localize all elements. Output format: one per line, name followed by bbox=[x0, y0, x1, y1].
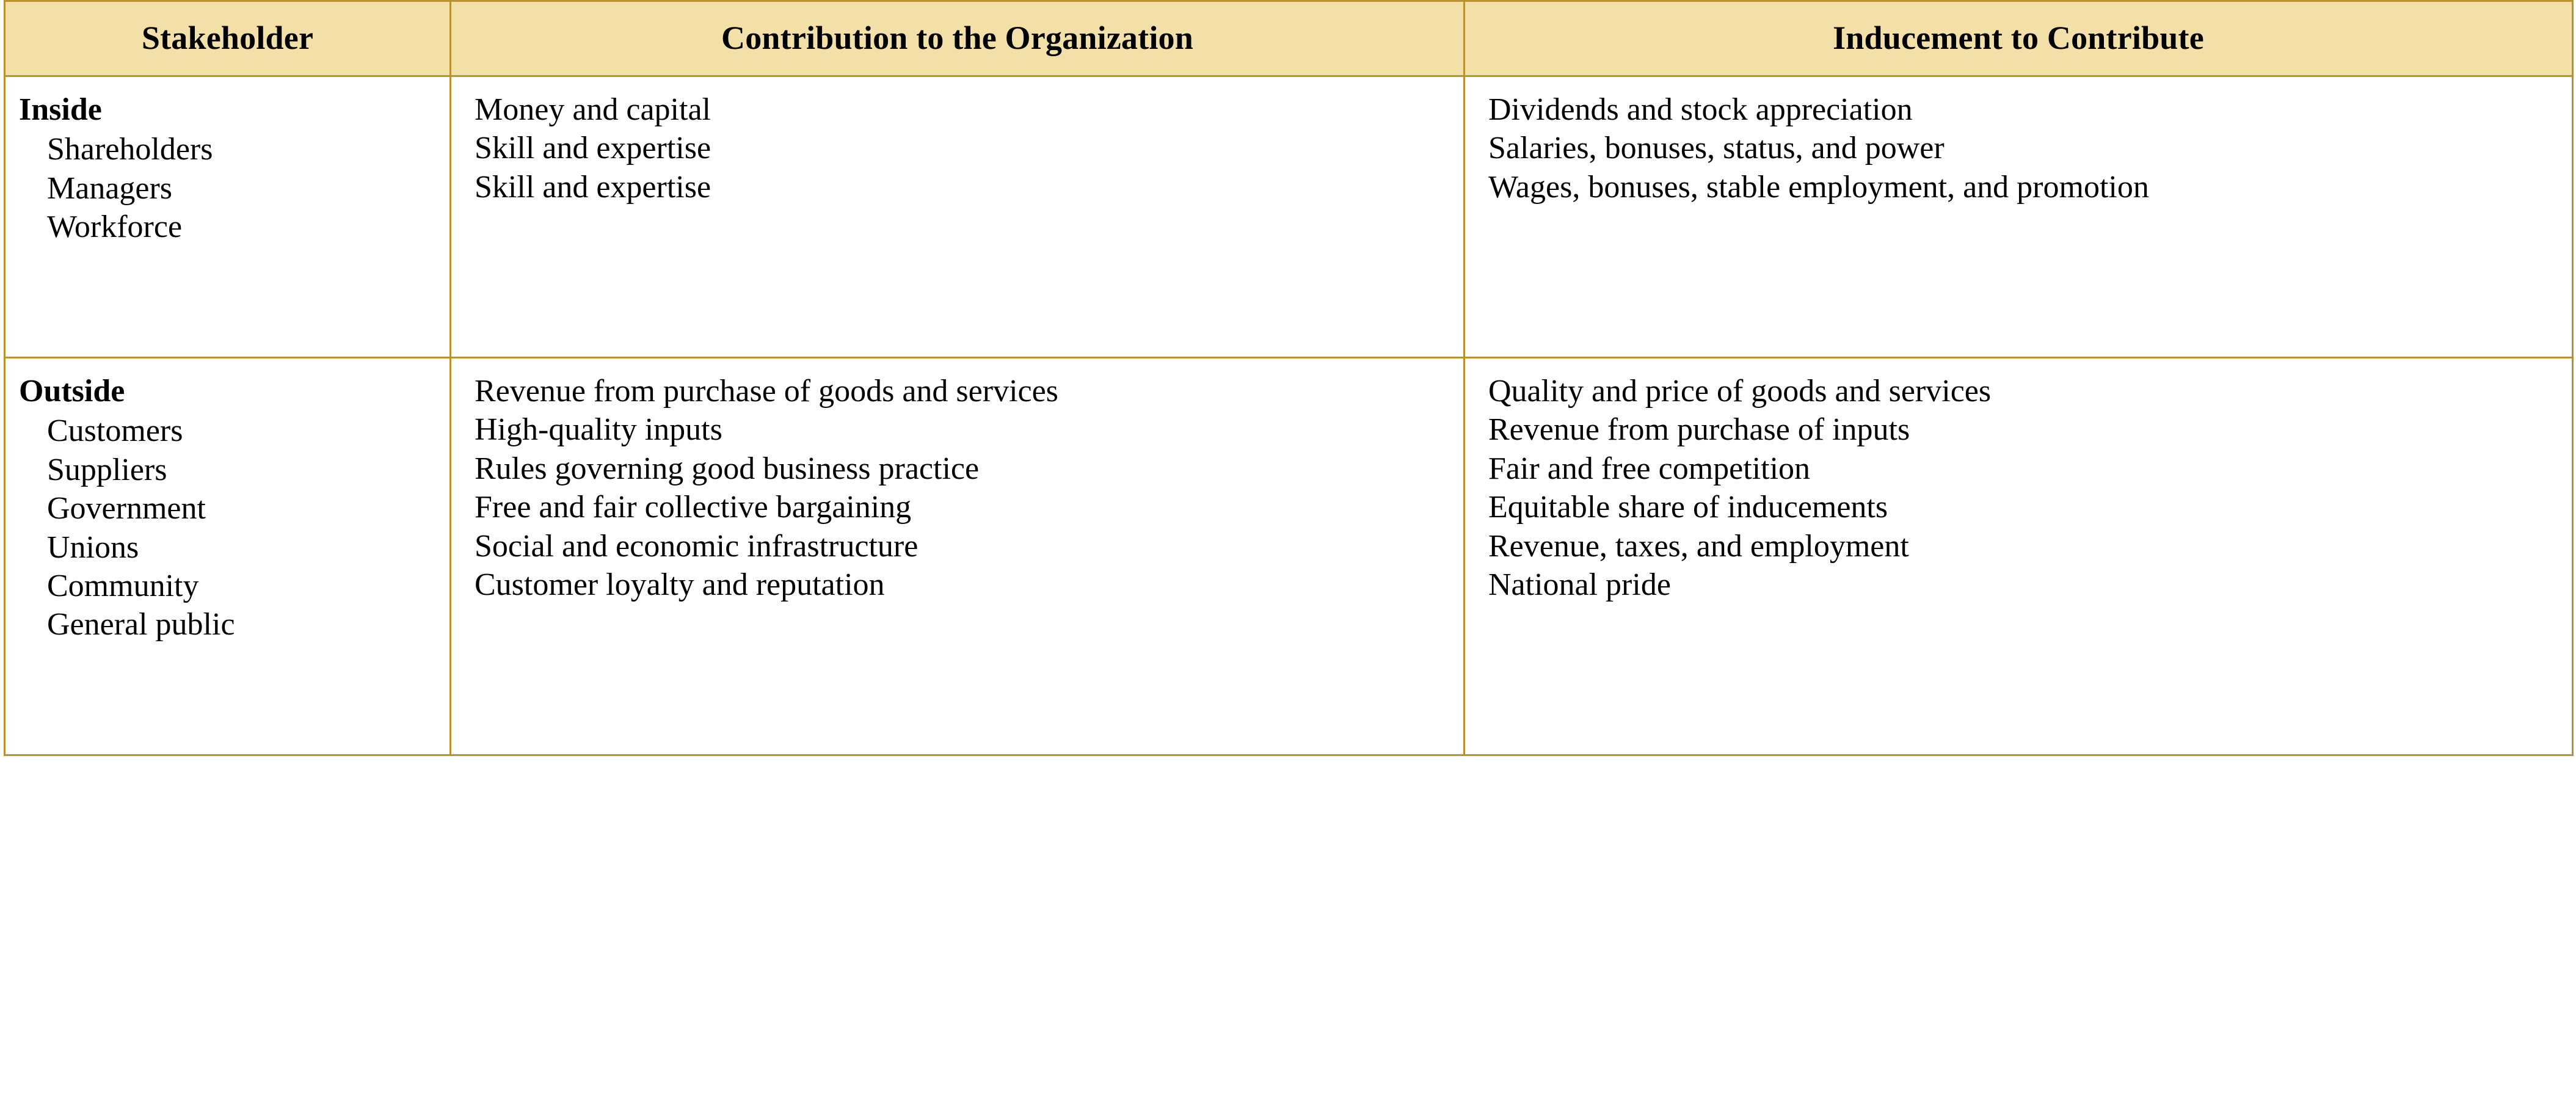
group-outside-inducements bbox=[1464, 357, 2573, 755]
group-outside-stakeholders bbox=[5, 357, 451, 755]
stakeholder-list-outside bbox=[19, 412, 443, 644]
list-item: Wages, bonuses, stable employment, and promotion bbox=[1488, 169, 2149, 205]
list-item: Shareholders bbox=[47, 132, 213, 167]
list-item: Rules governing good business practice bbox=[475, 451, 980, 486]
group-outside-contributions bbox=[451, 357, 1464, 755]
column-header-inducement: Inducement to Contribute bbox=[1464, 1, 2573, 76]
list-item: General public bbox=[47, 607, 235, 642]
table-body bbox=[5, 76, 2573, 755]
list-item: High-quality inputs bbox=[475, 412, 722, 448]
group-inside-inducements bbox=[1464, 76, 2573, 358]
list-item: Quality and price of goods and services bbox=[1488, 373, 1992, 409]
list-item: Government bbox=[47, 491, 206, 526]
table-header bbox=[5, 1, 2573, 76]
list-item: Salaries, bonuses, status, and power bbox=[1488, 131, 1945, 166]
table-row bbox=[5, 357, 2573, 755]
list-item: Revenue from purchase of goods and services bbox=[475, 373, 1058, 409]
list-item: Equitable share of inducements bbox=[1488, 490, 1888, 525]
group-title-outside: Outside bbox=[19, 373, 125, 409]
list-item: Skill and expertise bbox=[475, 131, 711, 166]
contribution-list-inside bbox=[475, 90, 1457, 206]
list-item: Free and fair collective bargaining bbox=[475, 490, 912, 525]
cell-spacer bbox=[19, 644, 443, 718]
list-item: National pride bbox=[1488, 567, 1671, 602]
list-item: Revenue, taxes, and employment bbox=[1488, 528, 1909, 564]
list-item: Suppliers bbox=[47, 452, 167, 487]
table-header-row bbox=[5, 1, 2573, 76]
list-item: Money and capital bbox=[475, 92, 711, 127]
list-item: Revenue from purchase of inputs bbox=[1488, 412, 1910, 448]
inducement-list-outside bbox=[1488, 372, 2566, 605]
list-item: Skill and expertise bbox=[475, 169, 711, 205]
list-item: Managers bbox=[47, 170, 173, 206]
group-title-inside: Inside bbox=[19, 92, 102, 127]
list-item: Workforce bbox=[47, 209, 183, 245]
list-item: Customers bbox=[47, 413, 183, 449]
table-row bbox=[5, 76, 2573, 358]
column-header-contribution: Contribution to the Organization bbox=[451, 1, 1464, 76]
list-item: Dividends and stock appreciation bbox=[1488, 92, 1913, 127]
contribution-list-outside bbox=[475, 372, 1457, 605]
inducement-list-inside bbox=[1488, 90, 2566, 206]
group-inside-stakeholders bbox=[5, 76, 451, 358]
stakeholder-list-inside bbox=[19, 130, 443, 246]
list-item: Unions bbox=[47, 529, 139, 565]
column-header-stakeholder: Stakeholder bbox=[5, 1, 451, 76]
list-item: Customer loyalty and reputation bbox=[475, 567, 885, 602]
list-item: Social and economic infrastructure bbox=[475, 528, 919, 564]
list-item: Fair and free competition bbox=[1488, 451, 1811, 486]
list-item: Community bbox=[47, 568, 199, 603]
cell-spacer bbox=[19, 247, 443, 320]
stakeholder-table bbox=[4, 0, 2574, 756]
group-inside-contributions bbox=[451, 76, 1464, 358]
